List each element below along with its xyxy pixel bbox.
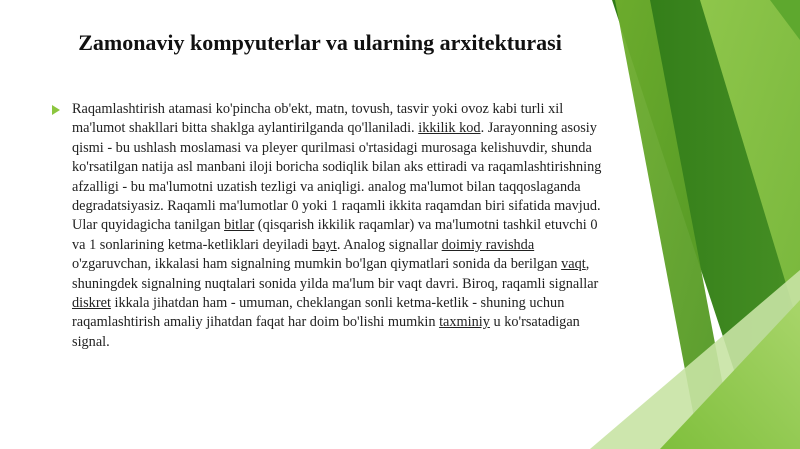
body-text-2: . Jarayonning asosiy qismi - bu ushlash moslamasi va pleyer qurilmasi o'rtasidagi murosaga kelishuvdir, shunda ko'rsatilgan natija asl manbani iloji boricha sodiqlik bilan aks ettiradi va raqamlashtirishning afzalligi - bu ma'lumotni uzatish tezligi va aniqligi. analog ma'lumot bilan taqqoslaganda degradatsiyasiz. Raqamli ma'lumotlar 0 yoki 1 raqamli ikkita raqamdan biri sifatida mavjud. Ular quyidagicha tanilgan (72, 120, 602, 234)
link-doimiy-ravishda[interactable]: doimiy ravishda (441, 236, 535, 253)
link-ikkilik-kod[interactable]: ikkilik kod (418, 120, 481, 137)
link-bayt[interactable]: bayt (312, 236, 337, 253)
body-text-6: , shuningdek signalning nuqtalari sonida yilda ma'lum bir vaqt davri. Biroq, raqamli signallar (72, 256, 599, 292)
body-text-5: o'zgaruvchan, ikkalasi ham signalning mumkin bo'lgan qiymatlari sonida da berilgan (72, 256, 562, 273)
body-text-1: Raqamlashtirish atamasi ko'pincha ob'ekt, matn, tovush, tasvir yoki ovoz kabi turli xil ma'lumot shakllari bitta shaklga aylantirilganda qo'llaniladi. (72, 101, 564, 137)
slide-body (52, 100, 612, 352)
bullet-arrow-icon (52, 105, 60, 115)
body-text-8: u ko'rsatadigan signal. (72, 314, 580, 350)
body-text-4: . Analog signallar (336, 236, 442, 253)
body-text-3: (qisqarish ikkilik raqamlar) va ma'lumotni tashkil etuvchi 0 va 1 sonlarining ketma-ketliklari deyiladi (72, 217, 598, 253)
body-paragraph (72, 100, 612, 352)
link-diskret[interactable]: diskret (72, 295, 111, 312)
link-taxminiy[interactable]: taxminiy (439, 314, 490, 331)
body-text-7: ikkala jihatdan ham - umuman, cheklangan sonli ketma-ketlik - shuning uchun raqamlashtirish amaliy jihatdan faqat har doim bo'lishi mumkin (72, 295, 565, 331)
slide-title: Zamonaviy kompyuterlar va ularning arxitekturasi (78, 30, 562, 55)
link-vaqt[interactable]: vaqt (561, 256, 586, 273)
link-bitlar[interactable]: bitlar (224, 217, 255, 234)
